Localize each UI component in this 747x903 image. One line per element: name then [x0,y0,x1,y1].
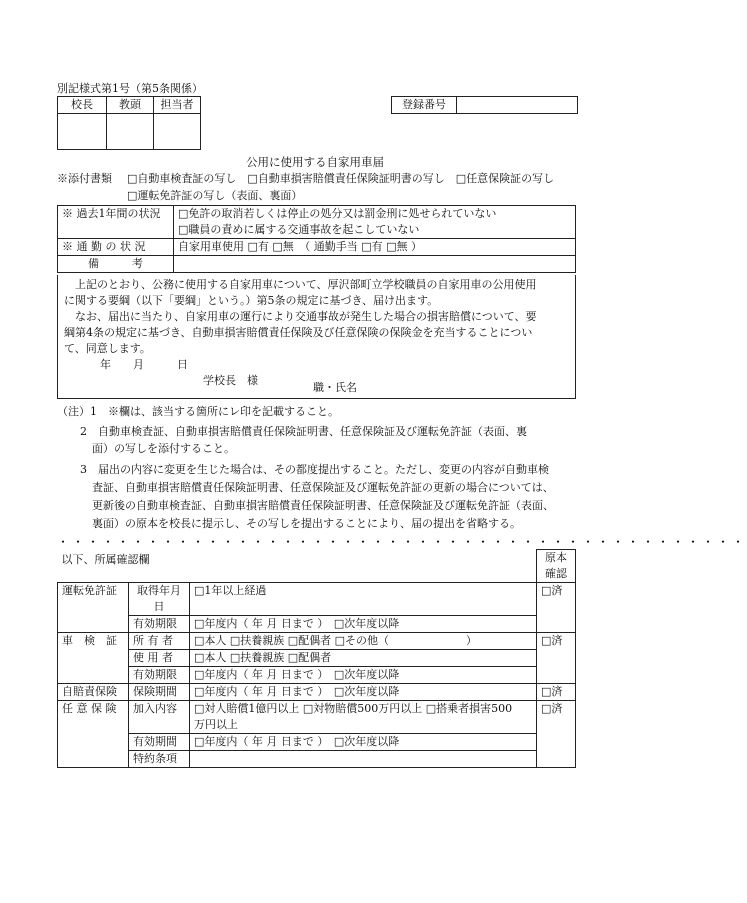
remarks-field[interactable] [174,256,576,273]
form-id: 別記様式第1号（第5条関係） [57,82,203,95]
stamp-box-staff[interactable] [154,114,201,150]
user-label: 使 用 者 [129,650,190,667]
commute-label: ※ 通 勤 の 状 況 [58,239,174,256]
cut-line-separator: ・・・・・・・・・・・・・・・・・・・・・・・・・・・・・・・・・・・・・・・・・・・・・・ [57,535,747,549]
declaration-box [57,275,576,399]
note-3-line-1: 3 届出の内容に変更を生じた場合は、その都度提出すること。ただし、変更の内容が自動車検 [80,463,549,476]
license-validity-label: 有効期限 [129,616,190,633]
attachments-line-2: □運転免許証の写し（表面、裏面） [127,189,303,202]
registration-number-field[interactable] [457,97,578,114]
user-value[interactable]: □本人 □扶養親族 □配偶者 [190,650,537,667]
note-2-line-1: 2 自動車検査証、自動車損害賠償責任保険証明書、任意保険証及び運転免許証（表面、裏 [80,425,527,438]
owner-label: 所 有 者 [129,633,190,650]
declaration-line-4: 綱第4条の規定に基づき、自動車損害賠償責任保険及び任意保険の保険金を充当することについ [64,326,533,339]
acquired-label-1: 取得年月 [137,584,181,597]
cali-period-value[interactable]: □年度内（ 年 月 日まで ） □次年度以降 [190,684,537,701]
past-status-label: ※ 過去1年間の状況 [58,206,174,239]
declaration-addressee: 学校長 様 [203,374,258,387]
voluntary-period-value[interactable]: □年度内（ 年 月 日まで ） □次年度以降 [190,734,537,751]
vehicle-validity-label: 有効期限 [129,667,190,684]
note-3-line-3: 更新後の自動車検査証、自動車損害賠償責任保険証明書、任意保険証及び運転免許証（表面、 [92,499,554,512]
acquired-label-2: 日 [153,600,165,613]
voluntary-period-label: 有効期間 [129,734,190,751]
form-title: 公用に使用する自家用車届 [246,155,384,169]
original-check-label-1: 原本 [545,551,567,564]
voluntary-ins-label: 任 意 保 険 [58,701,129,768]
vehicle-confirm-checkbox[interactable]: □済 [537,633,576,684]
declaration-line-5: て、同意します。 [64,342,151,355]
attachments-line-1: □自動車検査証の写し □自動車損害賠償責任保険証明書の写し □任意保険証の写し [127,172,555,185]
declaration-line-1: 上記のとおり、公務に使用する自家用車について、厚沢部町立学校職員の自家用車の公用使用 [64,278,537,291]
special-terms-label: 特約条項 [129,751,190,768]
vehicle-cert-label: 車 検 証 [58,633,129,684]
past-status-option-1[interactable]: □免許の取消若しくは停止の処分又は罰金刑に処せられていない [178,207,497,220]
cali-period-label: 保険期間 [129,684,190,701]
stamp-box-vice[interactable] [107,114,154,150]
declaration-line-3: なお、届出に当たり、自家用車の運行により交通事故が発生した場合の損害賠償について、要 [64,310,537,323]
registration-table [391,96,578,114]
special-terms-field[interactable] [190,751,537,768]
note-2-line-2: 面）の写しを添付すること。 [92,442,235,455]
attachments-label: ※添付書類 [57,172,112,185]
owner-value[interactable]: □本人 □扶養親族 □配偶者 □その他（ ） [190,633,537,650]
remarks-label: 備 考 [58,256,174,273]
approval-header-staff: 担当者 [154,97,201,114]
commute-value[interactable]: 自家用車使用 □有 □無 （ 通勤手当 □有 □無 ） [174,239,576,256]
note-3-line-4: 裏面）の原本を校長に提示し、その写しを提出することにより、届の提出を省略する。 [92,517,521,530]
original-check-label-2: 確認 [545,567,567,580]
approval-header-principal: 校長 [58,97,107,114]
license-label: 運転免許証 [58,583,129,633]
stamp-box-principal[interactable] [58,114,107,150]
past-status-option-2[interactable]: □職員の責めに属する交通事故を起こしていない [178,223,420,236]
declaration-line-2: に関する要綱（以下「要綱」という。）第5条の規定に基づき、届け出ます。 [64,294,439,307]
declaration-date[interactable]: 年 月 日 [100,358,188,371]
cali-label: 自賠責保険 [58,684,129,701]
status-table [57,205,576,273]
acquired-value[interactable]: □1年以上経過 [190,583,537,616]
coverage-value-line-1[interactable]: □対人賠償1億円以上 □対物賠償500万円以上 □搭乗者損害500 [194,702,513,715]
voluntary-confirm-checkbox[interactable]: □済 [537,701,576,768]
coverage-value-line-2: 万円以上 [194,718,238,731]
declaration-signature[interactable]: 職・氏名 [313,381,357,394]
confirmation-table [57,549,576,768]
license-validity-value[interactable]: □年度内（ 年 月 日まで ） □次年度以降 [190,616,537,633]
license-confirm-checkbox[interactable]: □済 [537,583,576,633]
confirmation-header: 以下、所属確認欄 [58,550,537,583]
approval-stamp-table [57,96,201,150]
coverage-label: 加入内容 [129,701,190,734]
note-3-line-2: 査証、自動車損害賠償責任保険証明書、任意保険証及び運転免許証の更新の場合については、 [92,481,554,494]
note-1: （注）1 ※欄は、該当する箇所にレ印を記載すること。 [57,405,339,418]
cali-confirm-checkbox[interactable]: □済 [537,684,576,701]
vehicle-validity-value[interactable]: □年度内（ 年 月 日まで ） □次年度以降 [190,667,537,684]
registration-label: 登録番号 [392,97,457,114]
approval-header-vice: 教頭 [107,97,154,114]
